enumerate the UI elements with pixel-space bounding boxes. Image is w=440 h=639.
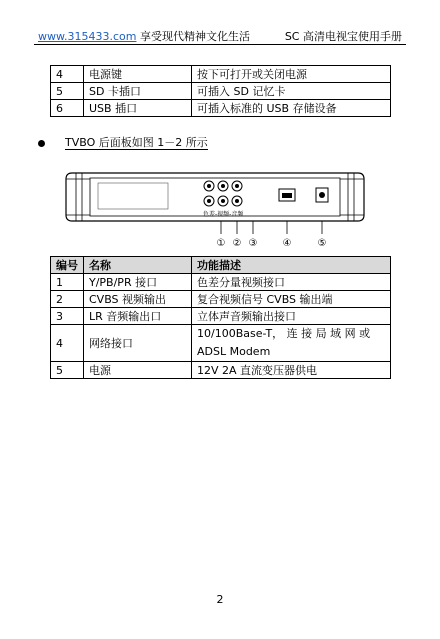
callout-2: ② [232,238,242,249]
table-cell: 网络接口 [84,325,192,362]
header-title: SC 高清电视宝使用手册 [284,30,402,43]
bullet-dot-icon [38,140,45,147]
table-cell: 3 [51,308,84,325]
table-cell: 12V 2A 直流变压器供电 [192,362,391,379]
table-cell: LR 音频输出口 [84,308,192,325]
front-panel-table [50,65,391,117]
table-row [51,325,391,362]
column-header: 功能描述 [192,257,391,274]
page-header [34,26,406,45]
header-slogan: 享受现代精神文化生活 [139,30,250,43]
callout-4: ④ [282,238,292,249]
callout-5: ⑤ [317,238,327,249]
table-cell: Y/PB/PR 接口 [84,274,192,291]
rear-panel-figure [60,165,370,255]
table-cell: 5 [51,362,84,379]
table-cell: 电源 [84,362,192,379]
callout-1: ① [216,238,226,249]
table-header-row [51,257,391,274]
figure-caption-bullet [38,134,208,150]
table-cell: 立体声音频输出接口 [192,308,391,325]
table-cell: 色差分量视频接口 [192,274,391,291]
table-cell: 电源键 [84,66,192,83]
table-cell: 可插入标准的 USB 存储设备 [192,100,391,117]
callout-3: ③ [248,238,258,249]
rear-panel-table [50,256,391,379]
figure-caption: TVBO 后面板如图 1－2 所示 [65,136,208,149]
table-cell: 4 [51,66,84,83]
table-cell: SD 卡插口 [84,83,192,100]
table-cell: 1 [51,274,84,291]
header-url-link[interactable]: www.315433.com [38,30,137,43]
table-row [51,308,391,325]
page-number: 2 [216,593,224,606]
table-row [51,100,391,117]
port-label: 色差-视频-音频 [203,211,244,218]
table-cell: 4 [51,325,84,362]
table-row [51,83,391,100]
table-cell: 10/100Base-T， 连 接 局 域 网 或 ADSL Modem [192,325,391,362]
table-cell: 按下可打开或关闭电源 [192,66,391,83]
table-row [51,66,391,83]
table-cell: 6 [51,100,84,117]
column-header: 名称 [84,257,192,274]
column-header: 编号 [51,257,84,274]
table-row [51,291,391,308]
table-cell: 5 [51,83,84,100]
table-cell: 复合视频信号 CVBS 输出端 [192,291,391,308]
table-row [51,274,391,291]
header-left [38,28,250,44]
table-cell: 可插入 SD 记忆卡 [192,83,391,100]
table-cell: CVBS 视频输出 [84,291,192,308]
table-cell: 2 [51,291,84,308]
table-cell: USB 插口 [84,100,192,117]
table-row [51,362,391,379]
